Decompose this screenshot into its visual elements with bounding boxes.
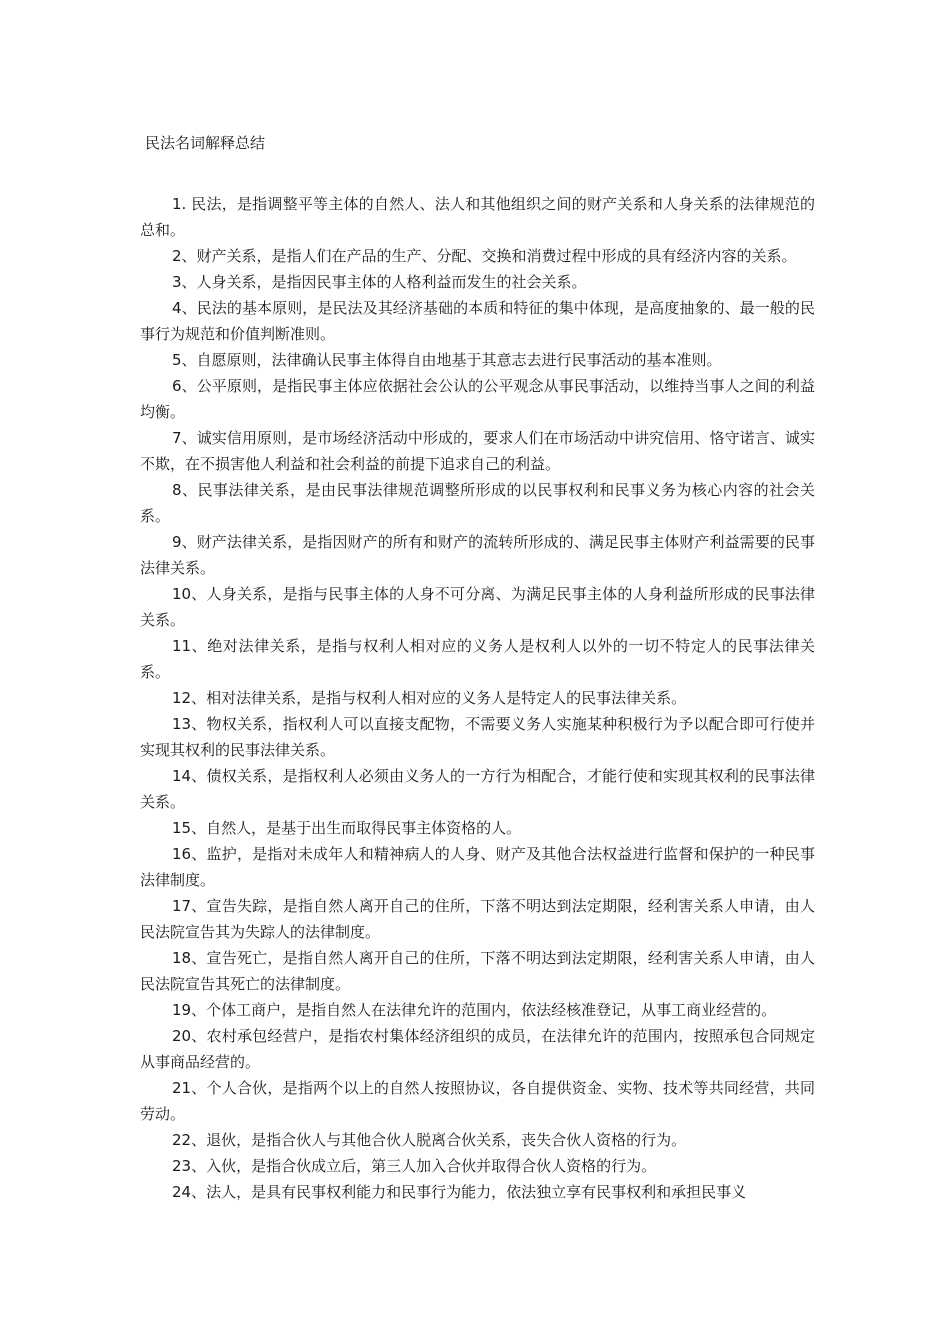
paragraph-4: 4、民法的基本原则，是民法及其经济基础的本质和特征的集中体现，是高度抽象的、最一般的民事行为规范和价值判断准则。 xyxy=(140,299,815,343)
paragraph-19: 19、个体工商户，是指自然人在法律允许的范围内，依法经核准登记，从事工商业经营的。 xyxy=(172,1001,777,1019)
paragraph-18: 18、宣告死亡，是指自然人离开自己的住所，下落不明达到法定期限，经利害关系人申请，由人民法院宣告其死亡的法律制度。 xyxy=(140,949,815,993)
paragraph-9: 9、财产法律关系，是指因财产的所有和财产的流转所形成的、满足民事主体财产利益需要的民事法律关系。 xyxy=(140,533,815,577)
paragraph-11: 11、绝对法律关系，是指与权利人相对应的义务人是权利人以外的一切不特定人的民事法律关系。 xyxy=(140,637,815,681)
paragraph-23: 23、入伙，是指合伙成立后，第三人加入合伙并取得合伙人资格的行为。 xyxy=(172,1157,657,1175)
paragraph-2: 2、财产关系，是指人们在产品的生产、分配、交换和消费过程中形成的具有经济内容的关系。 xyxy=(172,247,797,265)
paragraph-22: 22、退伙，是指合伙人与其他合伙人脱离合伙关系，丧失合伙人资格的行为。 xyxy=(172,1131,687,1149)
paragraph-13: 13、物权关系，指权利人可以直接支配物，不需要义务人实施某种积极行为予以配合即可行使并实现其权利的民事法律关系。 xyxy=(140,715,815,759)
paragraph-21: 21、个人合伙，是指两个以上的自然人按照协议，各自提供资金、实物、技术等共同经营，共同劳动。 xyxy=(140,1079,815,1123)
document-body xyxy=(140,191,815,1205)
paragraph-1: 1. 民法，是指调整平等主体的自然人、法人和其他组织之间的财产关系和人身关系的法律规范的总和。 xyxy=(140,195,815,239)
paragraph-20: 20、农村承包经营户，是指农村集体经济组织的成员，在法律允许的范围内，按照承包合同规定从事商品经营的。 xyxy=(140,1027,815,1071)
paragraph-6: 6、公平原则，是指民事主体应依据社会公认的公平观念从事民事活动，以维持当事人之间的利益均衡。 xyxy=(140,377,815,421)
paragraph-17: 17、宣告失踪，是指自然人离开自己的住所，下落不明达到法定期限，经利害关系人申请，由人民法院宣告其为失踪人的法律制度。 xyxy=(140,897,815,941)
paragraph-16: 16、监护，是指对未成年人和精神病人的人身、财产及其他合法权益进行监督和保护的一种民事法律制度。 xyxy=(140,845,815,889)
paragraph-5: 5、自愿原则，法律确认民事主体得自由地基于其意志去进行民事活动的基本准则。 xyxy=(172,351,722,369)
paragraph-10: 10、人身关系，是指与民事主体的人身不可分离、为满足民事主体的人身利益所形成的民事法律关系。 xyxy=(140,585,815,629)
paragraph-12: 12、相对法律关系，是指与权利人相对应的义务人是特定人的民事法律关系。 xyxy=(172,689,687,707)
paragraph-8: 8、民事法律关系，是由民事法律规范调整所形成的以民事权利和民事义务为核心内容的社会关系。 xyxy=(140,481,815,525)
paragraph-24: 24、法人，是具有民事权利能力和民事行为能力，依法独立享有民事权利和承担民事义 xyxy=(172,1183,747,1201)
paragraph-14: 14、债权关系，是指权利人必须由义务人的一方行为相配合，才能行使和实现其权利的民事法律关系。 xyxy=(140,767,815,811)
document-title: 民法名词解释总结 xyxy=(145,134,266,152)
paragraph-15: 15、自然人，是基于出生而取得民事主体资格的人。 xyxy=(172,819,522,837)
paragraph-7: 7、诚实信用原则，是市场经济活动中形成的，要求人们在市场活动中讲究信用、恪守诺言、诚实不欺，在不损害他人利益和社会利益的前提下追求自己的利益。 xyxy=(140,429,815,473)
paragraph-3: 3、人身关系，是指因民事主体的人格利益而发生的社会关系。 xyxy=(172,273,587,291)
